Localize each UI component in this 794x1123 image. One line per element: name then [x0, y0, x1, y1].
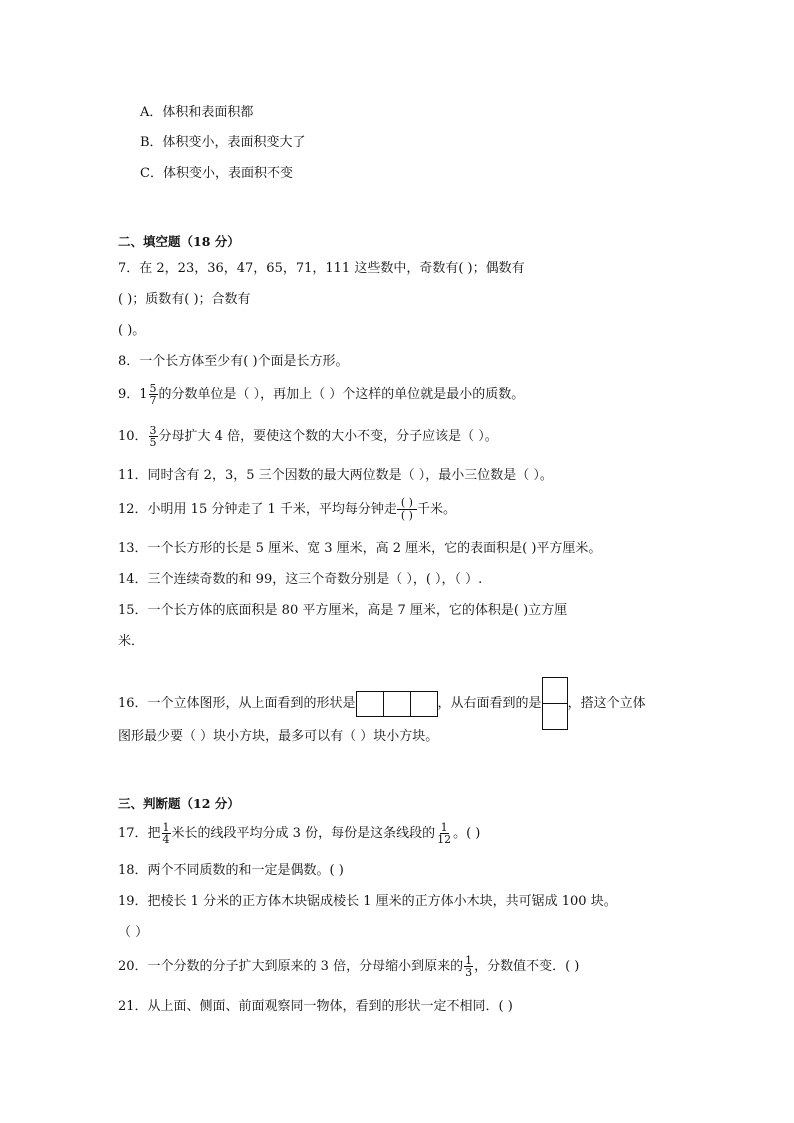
- q17-suffix: 。( ): [453, 826, 481, 841]
- q12-fraction-denominator: ( ): [400, 509, 413, 522]
- question-16-line-1: [118, 677, 646, 730]
- question-11: 11．同时含有 2，3，5 三个因数的最大两位数是（ ），最小三位数是（ ）。: [118, 468, 553, 483]
- question-15-line-1: 15．一个长方体的底面积是 80 平方厘米，高是 7 厘米，它的体积是( )立方厘: [118, 603, 568, 618]
- question-21: 21．从上面、侧面、前面观察同一物体，看到的形状一定不相同．( ): [118, 999, 513, 1014]
- q17-prefix: 17．把: [118, 826, 161, 841]
- q12-suffix: 千米。: [416, 502, 456, 517]
- question-20: [118, 955, 579, 978]
- q17-fraction-2-numerator: 1: [440, 821, 448, 834]
- question-18: 18．两个不同质数的和一定是偶数。( ): [118, 863, 344, 878]
- q12-prefix: 12．小明用 15 分钟走了 1 千米，平均每分钟走: [118, 502, 397, 517]
- q20-fraction-denominator: 3: [465, 966, 473, 979]
- q10-fraction-numerator: 3: [149, 424, 157, 437]
- q17-fraction-1: [162, 822, 171, 845]
- q17-fraction-2: [436, 822, 452, 845]
- q20-fraction: [464, 955, 473, 978]
- question-19-line-2: （ ）: [118, 925, 149, 940]
- q9-fraction: [149, 383, 158, 406]
- q17-middle: 米长的线段平均分成 3 份，每份是这条线段的: [171, 826, 436, 841]
- question-13: 13．一个长方形的长是 5 厘米、宽 3 厘米，高 2 厘米，它的表面积是( )平方厘米。: [118, 541, 602, 556]
- option-a: A．体积和表面积都: [140, 105, 254, 120]
- q12-fraction-numerator: ( ): [397, 497, 417, 510]
- option-c: C．体积变小，表面积不变: [140, 166, 293, 181]
- q9-prefix: 9．1: [118, 387, 148, 402]
- q9-suffix: 的分数单位是（ ），再加上（ ）个这样的单位就是最小的质数。: [158, 387, 525, 402]
- question-9: [118, 383, 524, 406]
- right-view-cell: [543, 704, 567, 729]
- top-view-figure: [356, 691, 438, 717]
- question-7-line-2: ( )；质数有( )；合数有: [118, 292, 251, 307]
- question-19-line-1: 19．把棱长 1 分米的正方体木块锯成棱长 1 厘米的正方体小木块，共可锯成 100 块。: [118, 894, 617, 909]
- top-view-cell: [384, 692, 411, 716]
- option-b: B．体积变小，表面积变大了: [140, 135, 306, 150]
- section-title-true-false: 三、判断题（12 分）: [118, 796, 240, 811]
- q17-fraction-2-denominator: 12: [437, 833, 452, 846]
- question-12: [118, 497, 456, 522]
- q20-fraction-numerator: 1: [465, 954, 473, 967]
- question-17: [118, 822, 480, 845]
- question-16-line-2: 图形最少要（ ）块小方块，最多可以有（ ）块小方块。: [118, 729, 439, 744]
- question-10: [118, 425, 498, 448]
- q16-prefix: 16．一个立体图形，从上面看到的形状是: [118, 696, 356, 711]
- q20-suffix: ，分数值不变．( ): [474, 959, 580, 974]
- top-view-cell: [411, 692, 437, 716]
- q10-prefix: 10．: [118, 429, 148, 444]
- q17-fraction-1-numerator: 1: [162, 821, 170, 834]
- section-title-fill-blank: 二、填空题（18 分）: [118, 234, 240, 249]
- top-view-cell: [357, 692, 384, 716]
- q17-fraction-1-denominator: 4: [162, 833, 170, 846]
- q16-suffix: ，搭这个立体: [567, 696, 646, 711]
- question-15-line-2: 米．: [118, 634, 145, 649]
- question-8: 8．一个长方体至少有( )个面是长方形。: [118, 354, 349, 369]
- question-7-line-3: ( )。: [118, 323, 146, 338]
- q10-fraction-denominator: 5: [149, 436, 157, 449]
- q9-fraction-denominator: 7: [149, 394, 157, 407]
- q9-fraction-numerator: 5: [149, 382, 157, 395]
- q12-fraction-blank: [397, 497, 417, 522]
- question-7-line-1: 7．在 2，23，36，47，65，71，111 这些数中，奇数有( )；偶数有: [118, 261, 525, 276]
- q20-prefix: 20．一个分数的分子扩大到原来的 3 倍，分母缩小到原来的: [118, 959, 464, 974]
- q10-suffix: 分母扩大 4 倍，要使这个数的大小不变，分子应该是（ ）。: [158, 429, 498, 444]
- q16-middle: ，从右面看到的是: [437, 696, 542, 711]
- right-view-figure: [542, 677, 568, 730]
- q10-fraction: [149, 425, 158, 448]
- question-14: 14．三个连续奇数的和 99，这三个奇数分别是（ ），( ），（ ）.: [118, 572, 483, 587]
- right-view-cell: [543, 678, 567, 704]
